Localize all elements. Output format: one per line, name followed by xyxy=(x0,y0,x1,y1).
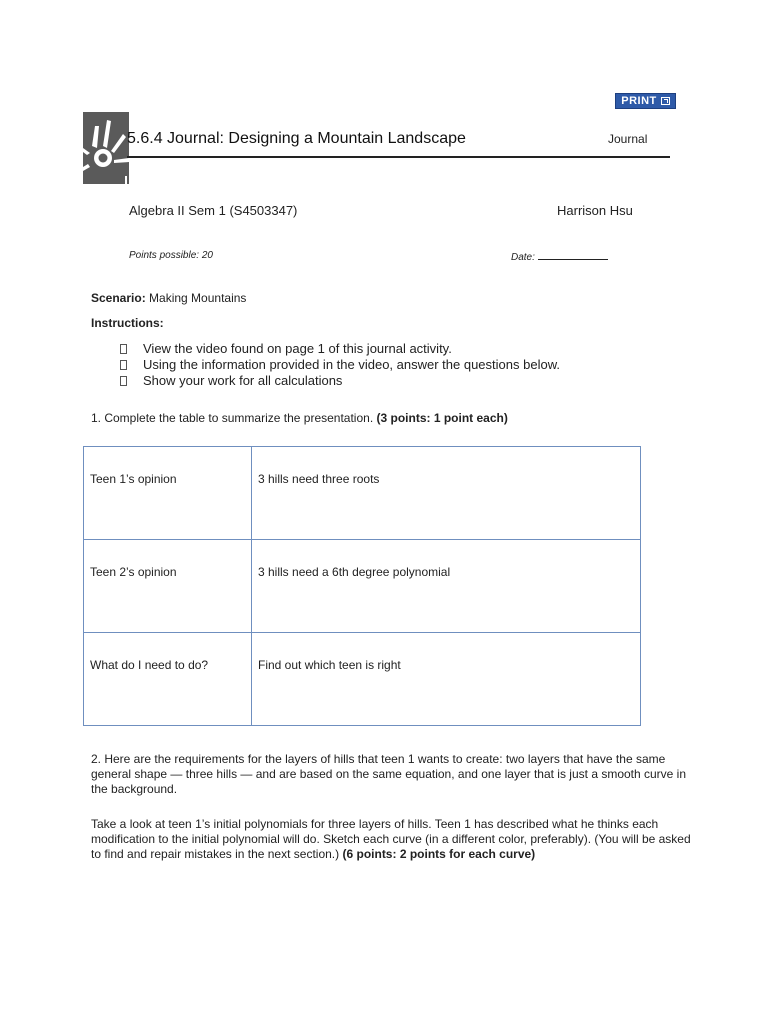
bullet-box-icon xyxy=(120,360,127,370)
date-blank-line xyxy=(538,250,608,260)
scenario xyxy=(91,291,246,305)
scenario-label: Scenario: xyxy=(91,291,146,305)
table-cell-answer[interactable]: 3 hills need a 6th degree polynomial xyxy=(252,540,641,633)
question-1-text: 1. Complete the table to summarize the presentation. xyxy=(91,411,374,425)
external-link-icon xyxy=(661,97,670,105)
question-2-points: (6 points: 2 points for each curve) xyxy=(342,847,536,861)
sun-logo-icon xyxy=(83,112,129,184)
print-button[interactable] xyxy=(615,93,676,109)
student-name: Harrison Hsu xyxy=(557,203,633,218)
table-cell-label: Teen 2’s opinion xyxy=(84,540,252,633)
table-cell-label: What do I need to do? xyxy=(84,633,252,726)
table-row xyxy=(84,447,641,540)
table-row xyxy=(84,540,641,633)
question-2-instructions-text: Take a look at teen 1’s initial polynomials for three layers of hills. Teen 1 has described what he thinks each modification to the initial polynomial will do. Sketch each curve (in a different color, preferably). (You will be asked to find and repair mistakes in the next section.) xyxy=(91,817,691,861)
list-item: View the video found on page 1 of this journal activity. xyxy=(120,341,560,357)
list-item: Using the information provided in the video, answer the questions below. xyxy=(120,357,560,373)
table-cell-answer[interactable]: Find out which teen is right xyxy=(252,633,641,726)
course-name: Algebra II Sem 1 (S4503347) xyxy=(129,203,298,218)
question-2-text: 2. Here are the requirements for the layers of hills that teen 1 wants to create: two layers that have the same general shape — three hills — and are based on the same equation, and one layer that is just a smooth curve in the background. xyxy=(91,752,687,796)
table-cell-answer[interactable]: 3 hills need three roots xyxy=(252,447,641,540)
table-cell-label: Teen 1’s opinion xyxy=(84,447,252,540)
title-divider xyxy=(127,156,670,158)
date-label: Date: xyxy=(511,252,535,263)
list-item: Show your work for all calculations xyxy=(120,373,560,389)
page-title: 5.6.4 Journal: Designing a Mountain Landscape xyxy=(127,130,466,147)
instructions-list xyxy=(120,341,560,389)
instructions-heading: Instructions: xyxy=(91,316,164,330)
scenario-value: Making Mountains xyxy=(149,291,247,305)
bullet-box-icon xyxy=(120,344,127,354)
activity-type-label: Journal xyxy=(608,132,648,146)
date-field xyxy=(511,250,608,263)
question-2-instructions xyxy=(91,817,691,862)
table-row xyxy=(84,633,641,726)
points-possible: Points possible: 20 xyxy=(129,250,213,261)
print-button-label: PRINT xyxy=(621,95,657,107)
question-1-points: (3 points: 1 point each) xyxy=(376,411,508,425)
bullet-box-icon xyxy=(120,376,127,386)
question-1 xyxy=(91,411,508,425)
summary-table xyxy=(83,446,641,726)
